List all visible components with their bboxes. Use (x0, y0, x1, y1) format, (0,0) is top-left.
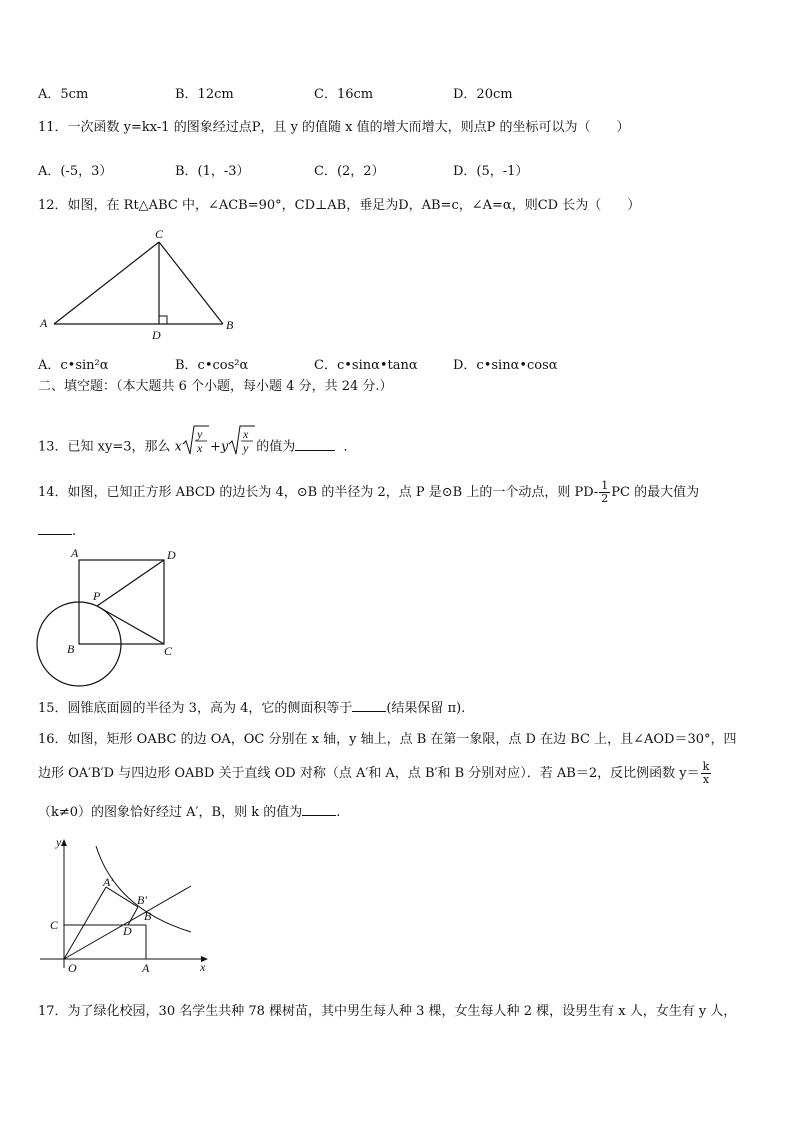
q12-side-bc (159, 242, 223, 324)
q14-label-b: B (67, 642, 75, 656)
q16-label-x: x (200, 960, 206, 974)
q13-var-x: x (174, 439, 182, 455)
q13-suffix: 的值为 (256, 439, 296, 455)
q12-option-b: B．c•cos²α (175, 358, 249, 373)
q14-segment-pc (97, 606, 164, 644)
q10-option-c: C．16cm (314, 87, 374, 102)
q16-label-d: D (123, 924, 132, 938)
q14-answer-blank[interactable] (38, 534, 72, 535)
q12-side-ac (54, 242, 159, 324)
q11-option-c: C．(2，2） (314, 164, 385, 179)
q12-right-angle-mark (159, 316, 167, 324)
q14-frac-num: 1 (601, 479, 609, 492)
q16-label-c: C (50, 918, 59, 932)
svg-text:y: y (197, 427, 203, 441)
q12-triangle-figure (36, 225, 246, 345)
q11-stem: 11．一次函数 y=kx-1 的图象经过点P，且 y 的值随 x 值的增大而增大，则点P 的坐标可以为（ ） (38, 120, 630, 135)
q16-line3 (38, 804, 340, 822)
q14-fraction (599, 480, 610, 505)
q14-label-a: A (71, 546, 79, 560)
q13-prefix: 13．已知 xy=3，那么 (38, 439, 171, 455)
q14-text-b: PC 的最大值为 (611, 485, 700, 500)
q14-segment-pd (97, 560, 164, 606)
q16-frac-den: x (702, 773, 710, 786)
q16-label-a-prime: A′ (103, 875, 113, 889)
svg-text:x: x (197, 441, 203, 455)
q16-segment-b1d (128, 907, 138, 925)
q14-label-p: P (93, 589, 101, 603)
q16-segment-oa1 (64, 887, 106, 959)
q14-label-c: C (164, 644, 173, 658)
q12-option-a: A．c•sin²α (38, 358, 109, 373)
q14-line2 (38, 523, 76, 541)
q13-end: ． (343, 439, 357, 455)
q16-label-b: B (144, 909, 152, 923)
q16-label-y: y (56, 835, 62, 849)
q13-sqrt-y-over-x (182, 424, 210, 470)
q12-label-d: D (152, 328, 161, 342)
q14-label-d: D (167, 548, 176, 562)
q12-option-c: C．c•sinα•tanα (314, 358, 418, 373)
section-2-heading: 二、填空题：（本大题共 6 个小题，每小题 4 分，共 24 分.） (38, 379, 393, 394)
q10-option-b: B．12cm (175, 87, 234, 102)
q16-coordinate-figure (36, 834, 216, 976)
q13-var-y: y (220, 439, 229, 455)
q16-line3-text: （k≠0）的图象恰好经过 A′，B，则 k 的值为 (38, 805, 303, 820)
q14-line2-end: . (72, 524, 77, 539)
q16-label-o: O (68, 961, 77, 975)
q16-label-b-prime: B′ (137, 893, 147, 907)
q16-answer-blank[interactable] (302, 815, 336, 816)
q16-line1: 16．如图，矩形 OABC 的边 OA，OC 分别在 x 轴，y 轴上，点 B 在第一象限，点 D 在边 BC 上，且∠AOD＝30°，四 (38, 732, 737, 747)
q14-frac-den: 2 (601, 492, 609, 505)
q16-y-axis-arrow (61, 839, 67, 846)
q15-answer-blank[interactable] (352, 711, 386, 712)
q15-text-b: (结果保留 π). (386, 701, 466, 716)
q12-label-a: A (40, 316, 48, 330)
q13-plus: + (210, 439, 221, 455)
q13-sqrt-x-over-y (228, 424, 256, 470)
q16-frac-num: k (702, 760, 710, 773)
q16-fraction (701, 761, 712, 786)
svg-text:x: x (243, 427, 249, 441)
q12-label-b: B (226, 318, 234, 332)
q12-stem: 12．如图，在 Rt△ABC 中，∠ACB=90°，CD⊥AB，垂足为D，AB=c，∠A=α，则CD 长为（ ） (38, 198, 641, 213)
q14-square-abcd (79, 560, 164, 644)
q10-option-d: D．20cm (453, 87, 513, 102)
q11-option-d: D．(5，-1） (453, 164, 529, 179)
q13-answer-blank[interactable] (295, 450, 335, 451)
q14-square-circle-figure (36, 544, 186, 692)
q15-stem (38, 700, 465, 718)
q13-stem (38, 424, 357, 470)
q16-segment-a1b1 (106, 887, 138, 907)
svg-text:y: y (243, 441, 249, 455)
q15-text-a: 15．圆锥底面圆的半径为 3，高为 4，它的侧面积等于 (38, 701, 353, 716)
q12-label-c: C (155, 227, 164, 241)
q14-stem (38, 477, 699, 509)
q17-stem: 17．为了绿化校园，30 名学生共种 78 棵树苗，其中男生每人种 3 棵，女生每人种 2 棵，设男生有 x 人，女生有 y 人， (38, 1004, 737, 1019)
q10-option-a: A．5cm (38, 87, 89, 102)
q16-label-a: A (142, 961, 150, 975)
q16-line2 (38, 758, 712, 790)
q16-line2-text: 边形 OA′B′D 与四边形 OABD 关于直线 OD 对称（点 A′和 A，点 B′和 B 分别对应）．若 AB＝2，反比例函数 y＝ (38, 766, 700, 781)
q11-option-a: A．(-5，3） (38, 164, 113, 179)
q14-text-a: 14．如图，已知正方形 ABCD 的边长为 4，⊙B 的半径为 2，点 P 是⊙B 上的一个动点，则 PD- (38, 485, 599, 500)
q12-option-d: D．c•sinα•cosα (453, 358, 558, 373)
q11-option-b: B．(1，-3） (175, 164, 250, 179)
q16-line3-end: . (336, 805, 341, 820)
